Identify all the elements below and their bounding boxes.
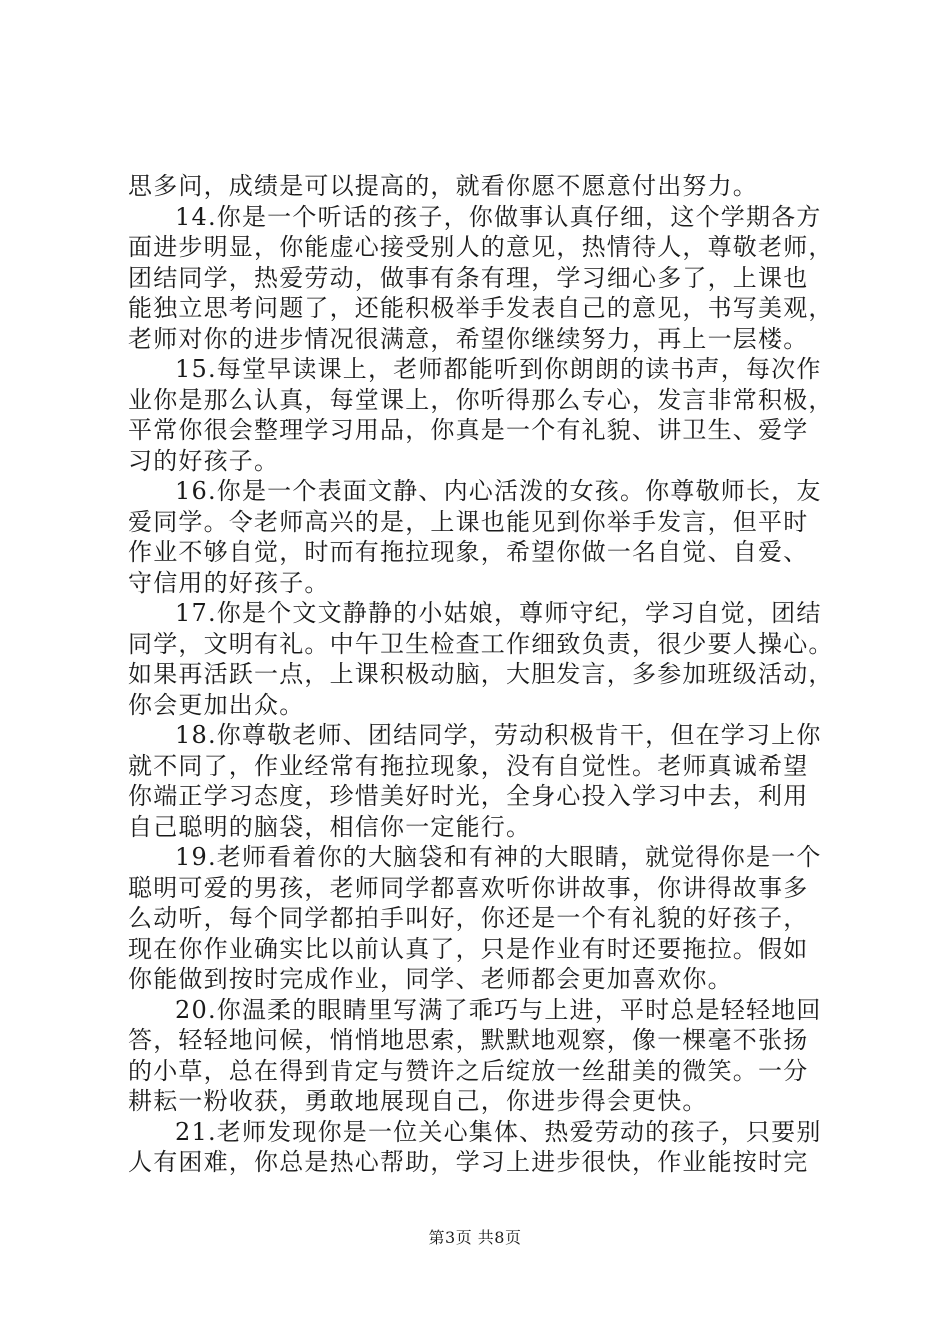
text-line: 14.你是一个听话的孩子，你做事认真仔细，这个学期各方: [175, 202, 822, 231]
text-line: 16.你是一个表面文静、内心活泼的女孩。你尊敬师长，友: [175, 477, 822, 505]
text-line: 么动听，每个同学都拍手叫好，你还是一个有礼貌的好孩子，: [128, 904, 809, 932]
text-line: 就不同了，作业经常有拖拉现象，没有自觉性。老师真诚希望: [128, 751, 809, 780]
text-line: 答，轻轻地问候，悄悄地思索，默默地观察，像一棵毫不张扬: [128, 1026, 809, 1054]
text-line: 聪明可爱的男孩，老师同学都喜欢听你讲故事，你讲得故事多: [128, 873, 809, 902]
text-line: 20.你温柔的眼睛里写满了乖巧与上进，平时总是轻轻地回: [175, 995, 822, 1024]
text-line: 平常你很会整理学习用品，你真是一个有礼貌、讲卫生、爱学: [128, 416, 809, 444]
page-number-footer: 第3页 共8页: [428, 1228, 522, 1247]
text-line: 如果再活跃一点，上课积极动脑，大胆发言，多参加班级活动，: [128, 660, 834, 688]
text-line: 爱同学。令老师高兴的是，上课也能见到你举手发言，但平时: [128, 507, 809, 536]
text-line: 习的好孩子。: [128, 446, 280, 475]
text-line: 同学，文明有礼。中午卫生检查工作细致负责，很少要人操心。: [128, 629, 834, 658]
text-line: 思多问，成绩是可以提高的，就看你愿不愿意付出努力。: [128, 172, 758, 200]
text-line: 15.每堂早读课上，老师都能听到你朗朗的读书声，每次作: [175, 355, 822, 383]
text-line: 人有困难，你总是热心帮助，学习上进步很快，作业能按时完: [128, 1148, 809, 1176]
text-line: 你端正学习态度，珍惜美好时光，全身心投入学习中去，利用: [128, 782, 809, 810]
text-line: 守信用的好孩子。: [128, 568, 330, 597]
text-line: 老师对你的进步情况很满意，希望你继续努力，再上一层楼。: [128, 324, 809, 353]
text-line: 业你是那么认真，每堂课上，你听得那么专心，发言非常积极，: [128, 385, 834, 414]
text-line: 17.你是个文文静静的小姑娘，尊师守纪，学习自觉，团结: [175, 599, 822, 627]
text-line: 能独立思考问题了，还能积极举手发表自己的意见，书写美观，: [128, 294, 834, 322]
text-line: 团结同学，热爱劳动，做事有条有理，学习细心多了，上课也: [128, 263, 809, 292]
text-line: 你能做到按时完成作业，同学、老师都会更加喜欢你。: [128, 965, 733, 993]
text-line: 你会更加出众。: [128, 690, 305, 719]
text-line: 的小草，总在得到肯定与赞许之后绽放一丝甜美的微笑。一分: [128, 1056, 809, 1085]
text-line: 耕耘一粉收获，勇敢地展现自己，你进步得会更快。: [128, 1087, 708, 1115]
document-body: [128, 171, 850, 1178]
text-line: 18.你尊敬老师、团结同学，劳动积极肯干，但在学习上你: [175, 721, 822, 749]
text-line: 面进步明显，你能虚心接受别人的意见，热情待人，尊敬老师，: [128, 233, 834, 261]
text-line: 21.老师发现你是一位关心集体、热爱劳动的孩子，只要别: [175, 1117, 822, 1146]
text-line: 19.老师看着你的大脑袋和有神的大眼睛，就觉得你是一个: [175, 843, 822, 871]
text-line: 自己聪明的脑袋，相信你一定能行。: [128, 812, 532, 841]
text-line: 现在你作业确实比以前认真了，只是作业有时还要拖拉。假如: [128, 934, 809, 963]
text-line: 作业不够自觉，时而有拖拉现象，希望你做一名自觉、自爱、: [128, 538, 809, 566]
